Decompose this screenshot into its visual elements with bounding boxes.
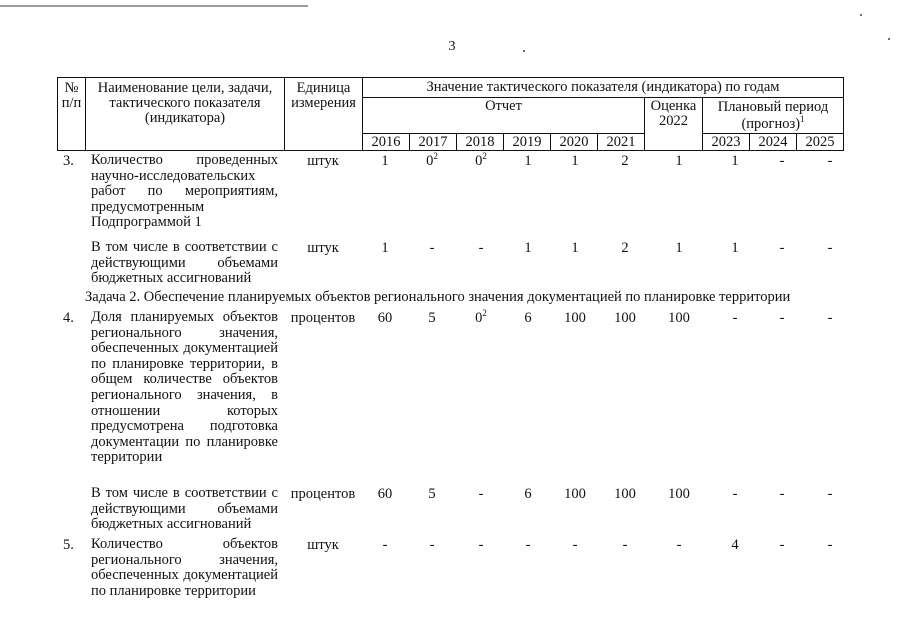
row-unit: штук xyxy=(307,153,339,169)
row-value: - xyxy=(827,153,833,169)
header-num: № п/п xyxy=(58,78,86,151)
row-unit: штук xyxy=(307,240,339,256)
row-value: - xyxy=(827,240,833,256)
row-value: 1 xyxy=(381,240,389,256)
row-value: 1 xyxy=(524,153,532,169)
header-estimate: Оценка 2022 xyxy=(645,98,703,151)
row-value: - xyxy=(827,310,833,326)
row-value: - xyxy=(827,486,833,502)
row-name: В том числе в соответствии с действующими объемами бюджетных ассигнований xyxy=(91,239,278,287)
row-value: - xyxy=(779,153,785,169)
header-values: Значение тактического показателя (индикатора) по годам xyxy=(363,78,844,98)
scan-speck xyxy=(523,50,525,52)
row-value: 100 xyxy=(614,486,636,502)
value-footnote: 2 xyxy=(482,308,487,318)
row-value: - xyxy=(429,537,435,553)
year-cell: 2020 xyxy=(551,134,598,151)
year-cell: 2016 xyxy=(363,134,410,151)
row-value: - xyxy=(478,240,484,256)
row-name: Количество объектов регионального значения, обеспеченных документацией по планировке территории xyxy=(91,536,278,599)
row-value: 5 xyxy=(428,486,436,502)
year-cell: 2021 xyxy=(598,134,645,151)
row-value: 100 xyxy=(564,310,586,326)
year-cell: 2024 xyxy=(750,134,797,151)
row-value: 1 xyxy=(731,240,739,256)
year-cell: 2018 xyxy=(457,134,504,151)
row-value: 2 xyxy=(621,240,629,256)
row-value: - xyxy=(779,486,785,502)
row-value: - xyxy=(779,310,785,326)
row-value: 1 xyxy=(571,240,579,256)
year-cell: 2025 xyxy=(797,134,844,151)
row-unit: штук xyxy=(307,537,339,553)
scan-speck xyxy=(888,38,890,40)
row-value: 100 xyxy=(614,310,636,326)
row-value: 1 xyxy=(381,153,389,169)
row-value: 1 xyxy=(675,153,683,169)
header-table xyxy=(57,77,844,151)
row-value: - xyxy=(429,240,435,256)
row-value: 100 xyxy=(668,486,690,502)
scan-speck xyxy=(860,14,862,16)
row-value: - xyxy=(827,537,833,553)
row-value: $0^2$ xyxy=(475,151,487,169)
row-value: - xyxy=(382,537,388,553)
row-value: $0^2$ xyxy=(426,151,438,169)
row-value: - xyxy=(478,486,484,502)
row-value: 1 xyxy=(571,153,579,169)
task-2-heading: Задача 2. Обеспечение планируемых объектов регионального значения документацией по планировке территории xyxy=(85,289,791,305)
row-value: 6 xyxy=(524,486,532,502)
header-plan-label: Плановый период (прогноз) xyxy=(717,99,829,132)
row-number: 4. xyxy=(63,310,74,326)
row-unit: процентов xyxy=(290,310,356,326)
row-value: 1 xyxy=(675,240,683,256)
header-unit: Единица измерения xyxy=(285,78,363,151)
top-rule xyxy=(0,5,308,7)
row-name: В том числе в соответствии с действующими объемами бюджетных ассигнований xyxy=(91,485,278,533)
row-value: - xyxy=(525,537,531,553)
row-value: - xyxy=(572,537,578,553)
header-report: Отчет xyxy=(363,98,645,134)
row-value: 1 xyxy=(524,240,532,256)
row-number: 5. xyxy=(63,537,74,553)
row-value: $0^2$ xyxy=(475,308,487,326)
row-value: - xyxy=(478,537,484,553)
value-footnote: 2 xyxy=(433,151,438,161)
row-value: - xyxy=(779,240,785,256)
row-value: 5 xyxy=(428,310,436,326)
row-name: Доля планируемых объектов регионального значения, обеспеченных документацией по планировке территории, в общем количестве объектов регионального значения, в отношении которых предусмотрена подготовка документации по планировке территории xyxy=(91,309,278,466)
row-value: 60 xyxy=(377,310,393,326)
row-value: 60 xyxy=(377,486,393,502)
year-cell: 2023 xyxy=(703,134,750,151)
header-name: Наименование цели, задачи, тактического показателя (индикатора) xyxy=(86,78,285,151)
row-number: 3. xyxy=(63,153,74,169)
year-cell: 2017 xyxy=(410,134,457,151)
header-plan xyxy=(703,98,844,134)
row-value: - xyxy=(622,537,628,553)
header-plan-note: 1 xyxy=(800,114,805,124)
year-cell: 2019 xyxy=(504,134,551,151)
row-value: 4 xyxy=(731,537,739,553)
value-footnote: 2 xyxy=(482,151,487,161)
row-value: 2 xyxy=(621,153,629,169)
page-number: 3 xyxy=(448,39,456,54)
row-value: - xyxy=(732,486,738,502)
row-value: - xyxy=(676,537,682,553)
row-value: 1 xyxy=(731,153,739,169)
row-value: - xyxy=(779,537,785,553)
row-unit: процентов xyxy=(290,486,356,502)
row-value: 100 xyxy=(564,486,586,502)
row-name: Количество проведенных научно-исследовательских работ по мероприятиям, предусмотренным Подпрограммой 1 xyxy=(91,152,278,231)
row-value: - xyxy=(732,310,738,326)
row-value: 100 xyxy=(668,310,690,326)
row-value: 6 xyxy=(524,310,532,326)
